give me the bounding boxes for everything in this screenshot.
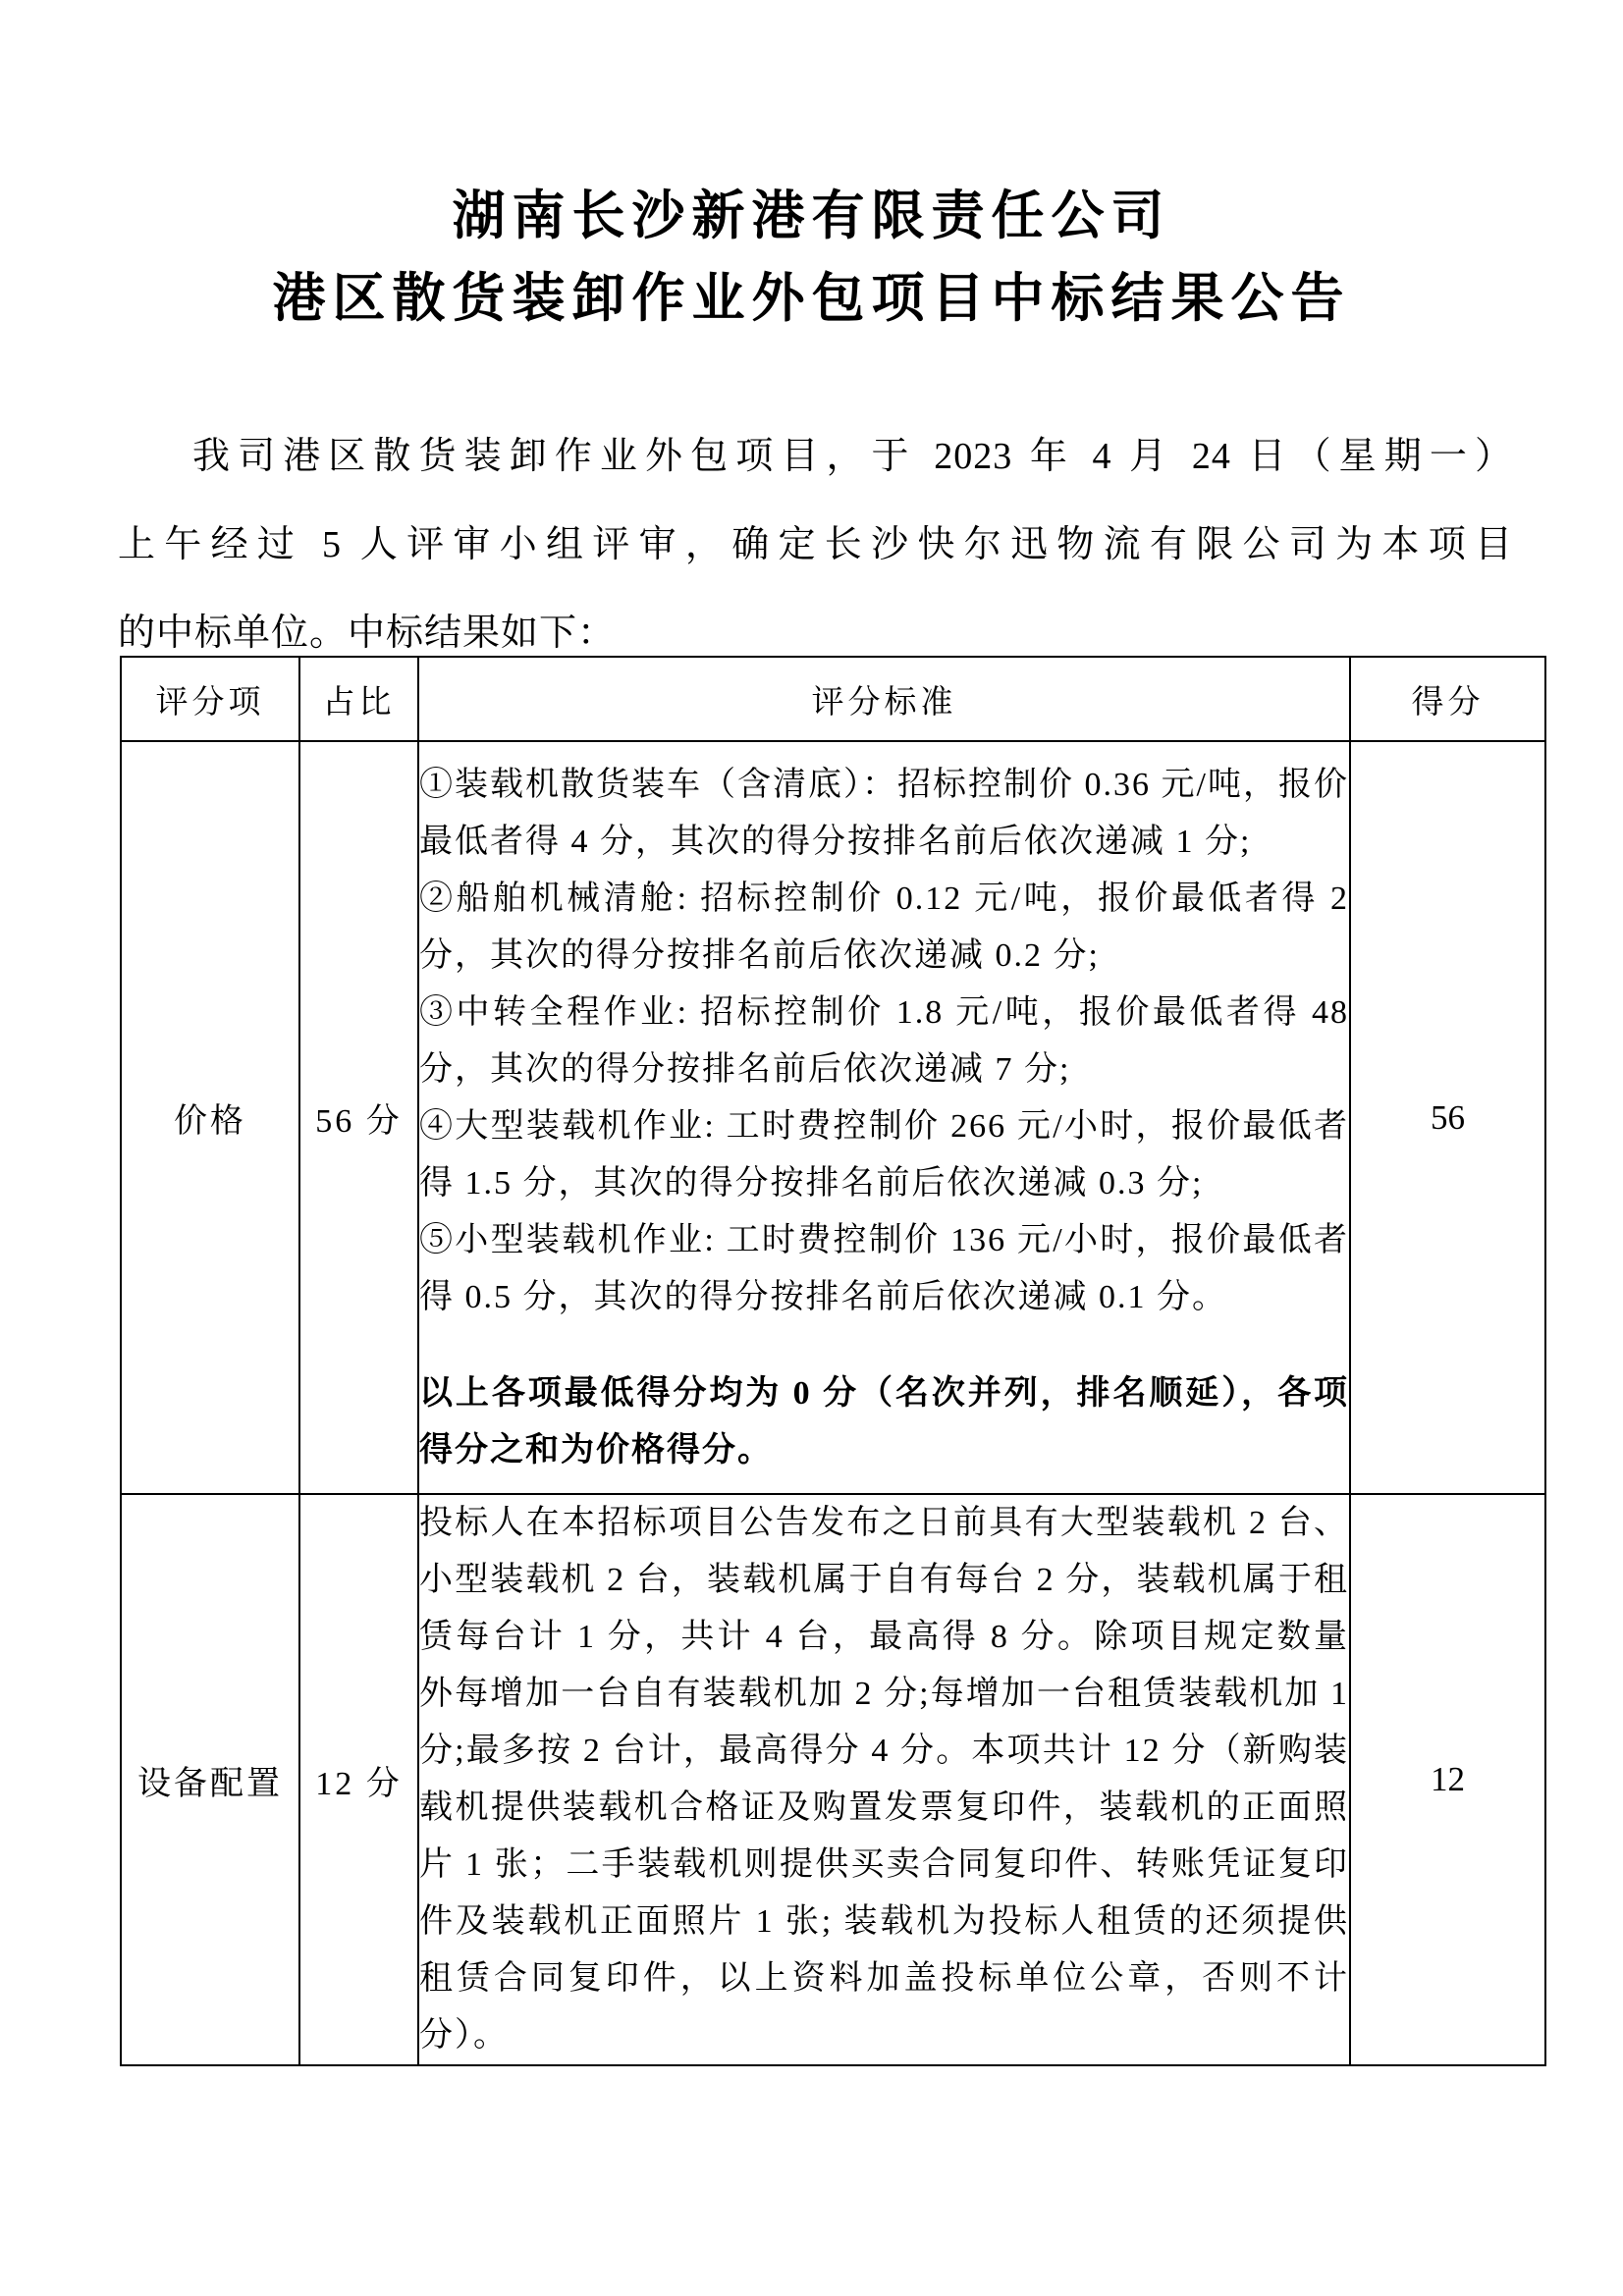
- header-weight: 占比: [299, 657, 418, 741]
- table-header-row: [121, 657, 1545, 741]
- price-criteria-item-2: ②船舶机械清舱: 招标控制价 0.12 元/吨，报价最低者得 2 分，其次的得分按排名前后依次递减 0.2 分;: [419, 880, 1349, 974]
- document-title-line-2: 港区散货装卸作业外包项目中标结果公告: [272, 269, 1351, 328]
- document-title-line-1: 湖南长沙新港有限责任公司: [452, 187, 1171, 245]
- price-criteria-item-5: ⑤小型装载机作业: 工时费控制价 136 元/小时，报价最低者得 0.5 分，其次的得分按排名前后依次递减 0.1 分。: [419, 1221, 1349, 1315]
- price-criteria-item-4: ④大型装载机作业: 工时费控制价 266 元/小时，报价最低者得 1.5 分，其次的得分按排名前后依次递减 0.3 分;: [419, 1107, 1349, 1201]
- price-score-value: 56: [1350, 741, 1545, 1494]
- header-scoring-item: 评分项: [121, 657, 299, 741]
- document-title: [0, 175, 1623, 340]
- equipment-criteria-cell: [418, 1494, 1350, 2065]
- equipment-criteria-text: 投标人在本招标项目公告发布之日前具有大型装载机 2 台、小型装载机 2 台，装载机属于自有每台 2 分，装载机属于租赁每台计 1 分，共计 4 台，最高得 8 分。除项目规定数量外每增加一台自有装载机加 2 分;每增加一台租赁装载机加 1 分;最多按 2 台计，最高得分 4 分。本项共计 12 分（新购装载机提供装载机合格证及购置发票复印件，装载机的正面照片 1 张；二手装载机则提供买卖合同复印件、转账凭证复印件及装载机正面照片 1 张; 装载机为投标人租赁的还须提供租赁合同复印件，以上资料加盖投标单位公章，否则不计分）。: [419, 1505, 1349, 2054]
- intro-line-1: 我司港区散货装卸作业外包项目，于 2023 年 4 月 24 日（星期一）: [192, 436, 1513, 477]
- header-score: 得分: [1350, 657, 1545, 741]
- intro-line-2: 上午经过 5 人评审小组评审，确定长沙快尔迅物流有限公司为本项目: [118, 524, 1513, 565]
- equipment-score-value: 12: [1350, 1494, 1545, 2065]
- equipment-item-label: 设备配置: [121, 1494, 299, 2065]
- table-row-price: [121, 741, 1545, 1494]
- table-row-equipment: [121, 1494, 1545, 2065]
- price-criteria-summary: 以上各项最低得分均为 0 分（名次并列，排名顺延），各项得分之和为价格得分。: [419, 1374, 1349, 1468]
- price-criteria-item-1: ①装载机散货装车（含清底）：招标控制价 0.36 元/吨，报价最低者得 4 分，其次的得分按排名前后依次递减 1 分;: [419, 766, 1349, 860]
- scoring-table: [120, 656, 1546, 2066]
- intro-line-3: 的中标单位。中标结果如下：: [118, 613, 617, 654]
- price-item-label: 价格: [121, 741, 299, 1494]
- price-criteria-cell: [418, 741, 1350, 1494]
- header-criteria: 评分标准: [418, 657, 1350, 741]
- price-weight-value: 56 分: [299, 741, 418, 1494]
- price-criteria-item-3: ③中转全程作业: 招标控制价 1.8 元/吨，报价最低者得 48 分，其次的得分按排名前后依次递减 7 分;: [419, 993, 1349, 1088]
- equipment-weight-value: 12 分: [299, 1494, 418, 2065]
- intro-paragraph: [118, 412, 1513, 677]
